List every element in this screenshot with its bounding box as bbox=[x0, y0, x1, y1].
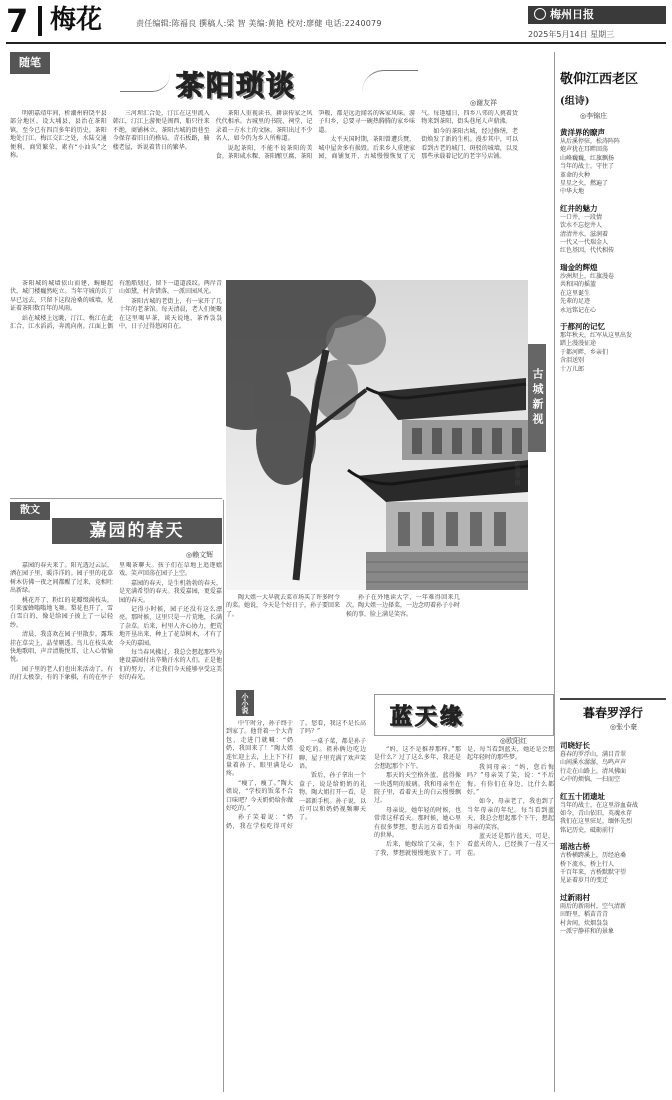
section-title: 梅花 bbox=[50, 5, 103, 35]
masthead-rule bbox=[6, 42, 666, 44]
story-body-top bbox=[226, 594, 460, 690]
story-paragraph: 饭后，孙子拿出一个盒子，说是给奶奶的礼物。陶大姐打开一看，是一部新手机。孙子说，以后可以和奶奶视频聊天了。 bbox=[299, 772, 366, 822]
gate-tower-illustration bbox=[226, 280, 528, 590]
feature-paragraph: 如今的茶阳古城，经过修缮，老街焕发了新的生机。漫步其中，可以看到古老的城门、斑驳的城墙，以及那些承载着记忆的老字号店铺。 bbox=[421, 127, 518, 161]
poem2-author: ◎张小豪 bbox=[610, 723, 638, 731]
poem1-subtitle: (组诗) bbox=[560, 96, 590, 107]
poem1-line: 饮水不忘挖井人 bbox=[560, 222, 603, 230]
city-gate-photo bbox=[226, 280, 528, 590]
poem1-line: 含泪送别 bbox=[560, 357, 585, 365]
story-paragraph: 中午时分，孙子终于到家了。他背着一个大背包，走进门就喊：“奶奶，我回来了！”陶大姐连忙迎上去，上上下下打量着孙子，眼里满是心疼。 bbox=[226, 720, 293, 778]
feature-paragraph: 茶阳古城的老街上，有一家开了几十年的老茶馆。每天清晨，老人们便聚在这里喝早茶，谈天说地，茶香袅袅中，日子过得悠闲自在。 bbox=[119, 297, 222, 331]
section-divider bbox=[560, 698, 666, 700]
poem1-line: 在这里诞生 bbox=[560, 289, 591, 297]
feature-title: 茶阳琐谈 bbox=[176, 69, 297, 102]
poem1-line: 红色基因，代代相传 bbox=[560, 247, 615, 255]
page-number: 7 bbox=[6, 2, 29, 40]
jiayuan-paragraph: 桃花开了，粉红的花瓣缀满枝头，引来蜜蜂嗡嗡地飞舞。梨花也开了，雪白雪白的，像是给园子披上了一层轻纱。 bbox=[10, 596, 113, 629]
poem1-author: ◎李锦庄 bbox=[580, 112, 608, 120]
feature-body bbox=[10, 110, 518, 276]
jiayuan-byline: ◎赖文辉 bbox=[186, 551, 214, 559]
poem1-title: 敬仰江西老区 bbox=[560, 72, 639, 87]
poem1-line: 于都河畔，乡亲们 bbox=[560, 348, 609, 356]
feature-paragraph: 明朝嘉靖年间，析潮州府饶平县部分地区，设大埔县，县治在茶阳镇，至今已有四百多年的历史。茶阳地处汀江、梅江交汇之处，水陆交通便利，商贸繁荣，素有“小汕头”之称。 bbox=[10, 110, 107, 160]
newspaper-name: 梅州日报 bbox=[550, 8, 594, 21]
poem2-section-heading: 过新雨村 bbox=[560, 892, 590, 902]
poem1-line: 炮声犹在耳畔回荡 bbox=[560, 146, 609, 154]
jiayuan-paragraph: 嘉园的春天，是生机勃勃的春天，是充满希望的春天。我爱嘉园，更爱嘉园的春天。 bbox=[119, 579, 222, 604]
poem1-line: 从后溪停驻，松涛阵阵 bbox=[560, 138, 621, 145]
poem1-line: 那年秋天，红军从这里出发 bbox=[560, 331, 633, 339]
feature-paragraph: 茶阳人重视读书，耕读传家之风代代相承。古城里的书院、祠堂，记录着一方水土的文脉。茶阳出过不少名人，如今仍为乡人所称道。 bbox=[215, 110, 313, 143]
poem2-line: 村舍间，炊烟袅袅 bbox=[560, 919, 609, 927]
section-divider bbox=[10, 498, 222, 499]
poem1-line: 山峰巍巍，红旗飘扬 bbox=[560, 154, 615, 162]
poem1-line: 一口井，一段情 bbox=[560, 213, 603, 221]
jiayuan-paragraph: 嘉园的春天来了。阳光透过云层，洒在园子里，暖洋洋的。园子里的花草树木仿佛一夜之间都醒了过来，竞相吐出新绿。 bbox=[10, 562, 113, 595]
story-body-left bbox=[226, 720, 366, 1092]
poem1-line: 永远铭记在心 bbox=[560, 306, 597, 314]
jiayuan-body bbox=[10, 562, 222, 1092]
poem1-line: 中华大地 bbox=[560, 188, 585, 196]
lantian-paragraph: 后来，她嫁给了父亲，生下了我，梦想就慢慢地放下了。可是，每当看到蓝天，她还是会想起年轻时的那些梦。 bbox=[374, 746, 554, 857]
poem2-section-heading: 红五十团遗址 bbox=[560, 791, 605, 801]
jiayuan-title: 嘉园的春天 bbox=[52, 518, 222, 544]
poem1-column bbox=[560, 52, 666, 692]
poem1-line: 踏上漫漫征途 bbox=[560, 340, 597, 348]
issue-date: 2025年5月14日 星期三 bbox=[528, 30, 615, 39]
poem1-line: 先辈的足迹 bbox=[560, 298, 591, 306]
poem1-line: 一代又一代瑞金人 bbox=[560, 239, 609, 247]
poem1-line: 星星之火，燃遍了 bbox=[560, 180, 609, 188]
poem2-title: 暮春罗浮行 bbox=[582, 706, 643, 720]
poem2-line: 田野里，稻苗青青 bbox=[560, 911, 609, 919]
lantian-paragraph: 那天的天空格外蓝，蓝得像一块透明的玻璃。我和母亲坐在院子里，看着天上的白云慢慢飘过。 bbox=[374, 772, 461, 805]
lantian-byline: ◎欧阳红 bbox=[500, 737, 528, 745]
poem2-line: 桥下流水，桥上行人 bbox=[560, 860, 615, 868]
lantian-paragraph: 我问母亲：“妈，您后悔吗？”母亲笑了笑，说：“不后悔。有你们在身边，比什么都好。” bbox=[467, 763, 554, 797]
poem2-line: 古桥横跨溪上，历经沧桑 bbox=[560, 852, 627, 860]
feature-paragraph: 说起茶阳，不能不说茶阳的美食。茶阳咸水粿、茶阳酿豆腐、茶阳笋粄，都是远近闻名的客家风味。游子归乡，总要寻一碗热腾腾的家乡味道。 bbox=[215, 110, 416, 161]
title-decoration-right bbox=[362, 70, 418, 92]
staff-credits: 责任编辑:陈福良 撰稿人:梁 智 美编:黄艳 校对:廖健 电话:2240079 bbox=[136, 19, 382, 28]
poem2-line: 铭记历史，砥砺前行 bbox=[560, 826, 615, 834]
poem2-body bbox=[560, 734, 666, 1092]
poem2-line: 行走在山路上，清风拂面 bbox=[560, 767, 627, 775]
logo-seal-icon bbox=[534, 8, 546, 20]
jiayuan-paragraph: 清晨，我喜欢在园子里散步。露珠挂在草尖上，晶莹剔透。鸟儿在枝头欢快地歌唱，声音清脆悦耳，让人心情愉悦。 bbox=[10, 631, 113, 664]
poem2-line: 一派宁静祥和的景象 bbox=[560, 928, 615, 936]
column-divider bbox=[223, 500, 224, 1092]
feature-body-continued bbox=[10, 280, 222, 500]
story-paragraph: 一桌子菜，都是孙子爱吃的。祖孙俩边吃边聊，屋子里充满了欢声笑语。 bbox=[299, 737, 366, 771]
column-divider bbox=[554, 52, 555, 1092]
title-decoration-left bbox=[120, 74, 170, 92]
lantian-body bbox=[374, 746, 554, 1092]
poem1-line: 十万儿郎 bbox=[560, 365, 585, 373]
page-number-bar bbox=[38, 6, 42, 36]
lantian-title: 蓝天缘 bbox=[390, 704, 466, 730]
lantian-paragraph: “妈，这不是推荐那样。”那是什么？过了这么多年，我还是会想起那个下午。 bbox=[374, 746, 461, 770]
story-paragraph: 孙子在外地读大学，一年难得回来几次。陶大姐一边择菜，一边念叨着孙子小时候的事，脸上满是笑容。 bbox=[346, 594, 460, 618]
poem1-line: 沙洲坝上，红旗漫卷 bbox=[560, 272, 615, 280]
jiayuan-paragraph: 每当春风拂过，我总会想起那些为建设嘉园付出辛勤汗水的人们。正是他们的努力，才让我们今天能够享受这美好的春光。 bbox=[119, 649, 222, 682]
jiayuan-paragraph: 记得小时候，园子还没有这么漂亮。那时候，这里只是一片荒地，长满了杂草。后来，村里人齐心协力，把荒地开垦出来，种上了花草树木，才有了今天的嘉园。 bbox=[119, 606, 222, 647]
poem1-line: 当年的战士，守住了 bbox=[560, 163, 615, 171]
poem1-section-heading: 红井的魅力 bbox=[560, 203, 598, 213]
feature-byline: ◎谢友祥 bbox=[470, 99, 498, 107]
story-paragraph: 孙子笑着说：“奶奶，我在学校吃得可好了。您看，我这不是长高了吗？” bbox=[226, 720, 366, 830]
poem2-line: 心中的烦恼，一扫而空 bbox=[560, 776, 621, 784]
jiayuan-tag: 散文 bbox=[10, 502, 50, 520]
story-paragraph: “瘦了，瘦了。”陶大姐说，“学校的饭菜不合口味吧？今天奶奶给你做好吃的。” bbox=[226, 779, 293, 813]
poem2-line: 雨后的新雨村，空气清新 bbox=[560, 902, 627, 910]
poem2-line: 千百年来，古桥默默守望 bbox=[560, 869, 627, 877]
poem2-line: 如今，青山依旧，英魂永存 bbox=[560, 810, 633, 818]
lantian-tag: 小小说 bbox=[236, 690, 254, 716]
poem2-line: 当年的战士，在这里浴血奋战 bbox=[560, 801, 639, 809]
poem2-section-heading: 瑶池古桥 bbox=[560, 842, 590, 852]
poem2-line: 暮春的罗浮山，满目青翠 bbox=[560, 751, 627, 758]
photo-caption: 古城新视 bbox=[528, 344, 546, 452]
poem2-section-heading: 司晓好长 bbox=[560, 741, 590, 750]
poem1-section-heading: 瑞金的辉煌 bbox=[560, 262, 598, 272]
poem1-line: 共和国的摇篮 bbox=[560, 281, 597, 289]
newspaper-logo bbox=[528, 6, 666, 24]
poem1-section-heading: 黄洋界的瞭声 bbox=[560, 128, 605, 137]
lantian-paragraph: 蓝天还是那片蓝天，可是，看蓝天的人，已经换了一茬又一茬。 bbox=[467, 833, 554, 857]
lantian-paragraph: 如今，母亲老了，我也到了当年母亲的年纪。每当看到蓝天，我总会想起那个下午，想起母亲的笑容。 bbox=[467, 798, 554, 831]
lantian-paragraph: 母亲说，她年轻的时候，也常常这样看天。那时候，她心里有很多梦想，想去远方看看外面的世界。 bbox=[374, 806, 461, 840]
masthead bbox=[0, 0, 672, 46]
poem2-line: 见证着岁月的变迁 bbox=[560, 877, 609, 885]
poem1-line: 清清井水，滋润着 bbox=[560, 230, 609, 238]
feature-tag: 随笔 bbox=[10, 52, 50, 74]
photo-credit: 廖智强 摄 bbox=[513, 460, 520, 486]
feature-paragraph: 站在城楼上远眺，汀江、梅江在此汇合，江水滔滔，奔流向南。江面上偶有渔船划过，留下一道道波纹。两岸青山如黛，村舍错落，一派田园风光。 bbox=[10, 280, 222, 331]
feature-paragraph: 三河坝汇合处，汀江在这里流入韩江，汀江上游便是闽西，船只往来不绝，商铺林立，茶阳古城的街巷至今保存着旧日的格局。青石板路，骑楼老屋，诉说着昔日的繁华。 bbox=[112, 110, 210, 151]
poem1-line: 革命的火种 bbox=[560, 171, 591, 179]
feature-paragraph: 太平天国时期，茶阳曾遭兵燹，城中屋舍多有损毁。后来乡人重建家园，商铺复开，古城慢慢恢复了元气。每逢墟日，四乡八邻的人挑着货物来到茶阳，街头巷尾人声鼎沸。 bbox=[318, 110, 518, 161]
jiayuan-paragraph: 园子里的老人们也出来活动了。有的打太极拳，有的下象棋，有的在亭子里喝茶聊天。孩子们在草地上追逐嬉戏，笑声回荡在园子上空。 bbox=[10, 562, 222, 682]
feature-paragraph: 茶阳城的城墙依山而建，蜿蜒起伏，城门楼巍然屹立。当年守城的兵丁早已远去，只留下这段沧桑的城墙，见证着茶阳数百年的风雨。 bbox=[10, 280, 113, 313]
story-paragraph: 陶大姐一大早就去菜市场买了许多时令的菜。她说，今天是个好日子，孙子要回来了。 bbox=[226, 594, 341, 618]
poem2-line: 我们在这里驻足，缅怀先烈 bbox=[560, 818, 633, 826]
poem2-line: 山间溪水潺潺，鸟鸣声声 bbox=[560, 759, 627, 767]
poem1-section-heading: 于都河的记忆 bbox=[560, 321, 605, 331]
